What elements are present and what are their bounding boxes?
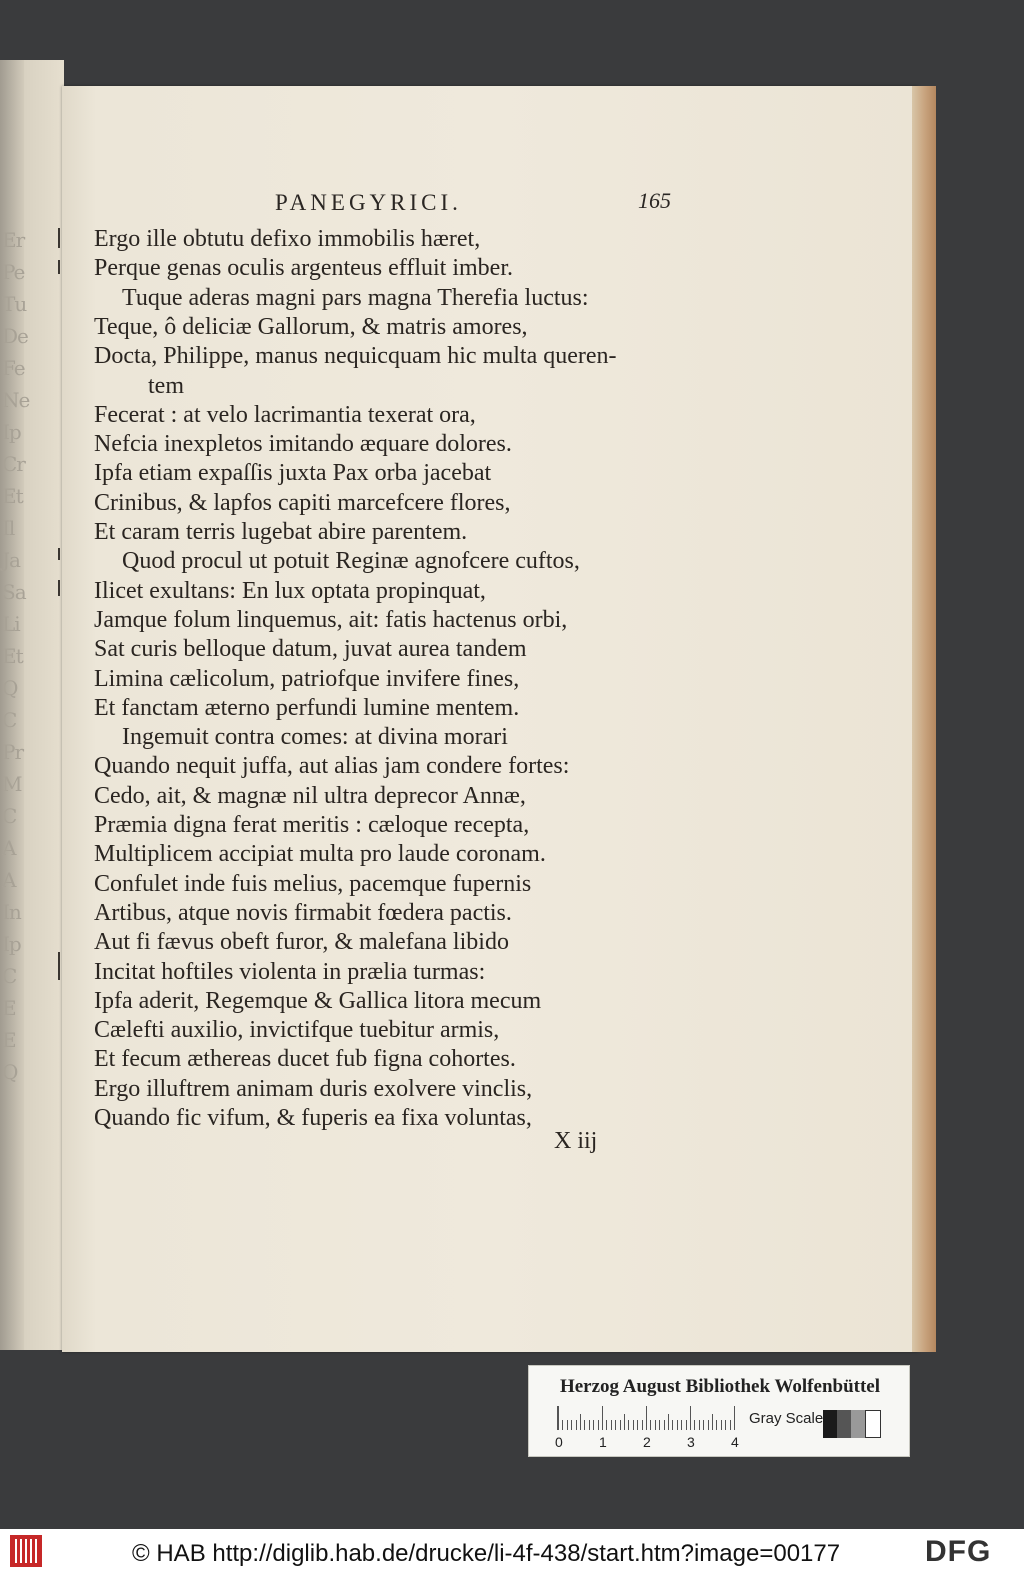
institution-name: Herzog August Bibliothek Wolfenbüttel <box>559 1376 881 1397</box>
bleed-glyph: Er <box>2 228 25 252</box>
bleed-glyph: A <box>2 868 16 892</box>
left-page-shadow <box>0 60 27 1350</box>
ruler-tick <box>681 1420 682 1430</box>
ruler-tick <box>637 1420 638 1430</box>
bleed-glyph: Il <box>2 516 15 540</box>
ruler-tick <box>725 1420 726 1430</box>
ruler-tick <box>716 1420 717 1430</box>
bleed-glyph: Fe <box>2 356 25 380</box>
poem-line: Ilicet exultans: En lux optata propinquat, <box>94 578 486 604</box>
bleed-glyph: Sa <box>2 580 26 604</box>
poem-line: Cedo, ait, & magnæ nil ultra deprecor Annæ, <box>94 783 526 809</box>
poem-line: Crinibus, & lapfos capiti marcefcere flores, <box>94 490 511 516</box>
ruler-tick <box>571 1420 572 1430</box>
poem-line: Multiplicem accipiat multa pro laude coronam. <box>94 841 546 867</box>
margin-mark <box>58 228 60 248</box>
poem-line: Nefcia inexpletos imitando æquare dolores. <box>94 431 512 457</box>
poem-line: Ergo ille obtutu defixo immobilis hæret, <box>94 226 481 252</box>
bleed-glyph: C <box>2 708 17 732</box>
ruler-tick <box>576 1420 577 1430</box>
ruler-tick <box>562 1420 563 1430</box>
page-fore-edge <box>912 86 936 1352</box>
poem-line: Aut fi fævus obeft furor, & malefana libido <box>94 929 509 955</box>
ruler-number: 1 <box>599 1434 607 1450</box>
poem-line: tem <box>148 373 184 399</box>
signature-mark: X iij <box>554 1128 598 1154</box>
poem-line: Et fecum æthereas ducet fub figna cohortes. <box>94 1046 516 1072</box>
dfg-logo: DFG <box>925 1535 992 1568</box>
bleed-glyph: Q <box>2 676 18 700</box>
ruler-tick <box>593 1420 594 1430</box>
bleed-glyph: E <box>2 1028 16 1052</box>
bleed-glyph: Et <box>2 484 23 508</box>
poem-line: Fecerat : at velo lacrimantia texerat ora, <box>94 402 476 428</box>
poem-line: Confulet inde fuis melius, pacemque fupernis <box>94 871 532 897</box>
poem-line: Perque genas oculis argenteus effluit imber. <box>94 255 514 281</box>
ruler-number: 4 <box>731 1434 739 1450</box>
poem-line: Et fanctam æterno perfundi lumine mentem. <box>94 695 520 721</box>
ruler-tick <box>567 1420 568 1430</box>
poem-line: Ergo illuftrem animam duris exolvere vinclis, <box>94 1076 533 1102</box>
ruler-number: 0 <box>555 1434 563 1450</box>
poem-line: Incitat hoftiles violenta in prælia turmas: <box>94 959 486 985</box>
ruler-tick <box>584 1420 585 1430</box>
poem-line: Quod procul ut potuit Reginæ agnofcere cuftos, <box>122 548 580 574</box>
bleed-glyph: C <box>2 964 17 988</box>
bleed-glyph: Tu <box>2 292 27 316</box>
bleed-glyph: De <box>2 324 28 348</box>
gray-swatch-mid <box>851 1410 865 1438</box>
margin-mark <box>58 580 60 596</box>
ruler-tick <box>677 1420 678 1430</box>
ruler-tick <box>611 1420 612 1430</box>
ruler-tick <box>615 1420 616 1430</box>
poem-line: Limina cælicolum, patriofque invifere fines, <box>94 666 520 692</box>
bleed-glyph: Pe <box>2 260 25 284</box>
poem-line: Tuque aderas magni pars magna Therefia luctus: <box>122 285 589 311</box>
gray-swatch-white <box>865 1410 881 1438</box>
ruler-tick <box>668 1414 669 1430</box>
ruler-tick <box>730 1420 731 1430</box>
ruler-tick <box>558 1406 559 1430</box>
bleed-glyph: C <box>2 804 17 828</box>
bleed-glyph: Ne <box>2 388 30 412</box>
poem-line: Quando nequit juffa, aut alias jam condere fortes: <box>94 753 570 779</box>
ruler-tick <box>686 1420 687 1430</box>
ruler-tick <box>659 1420 660 1430</box>
footer-bar <box>0 1529 1024 1577</box>
margin-mark <box>58 260 60 274</box>
poem-line: Artibus, atque novis firmabit fœdera pactis. <box>94 900 512 926</box>
poem-line: Cælefti auxilio, invictifque tuebitur armis, <box>94 1017 500 1043</box>
bleed-glyph: M <box>2 772 22 796</box>
bleed-glyph: A <box>2 836 16 860</box>
ruler-tick <box>712 1414 713 1430</box>
ruler-tick <box>633 1420 634 1430</box>
bleed-glyph: E <box>2 996 16 1020</box>
poem-line: Sat curis belloque datum, juvat aurea tandem <box>94 636 527 662</box>
library-label <box>528 1365 910 1457</box>
gray-swatch-dark <box>837 1410 851 1438</box>
poem-line: Ipfa aderit, Regemque & Gallica litora mecum <box>94 988 542 1014</box>
poem-line: Quando fic vifum, & fuperis ea fixa voluntas, <box>94 1105 532 1131</box>
ruler-number: 3 <box>687 1434 695 1450</box>
bleed-glyph: Li <box>2 612 20 636</box>
ruler-number: 2 <box>643 1434 651 1450</box>
margin-mark <box>58 952 60 980</box>
margin-mark <box>58 548 60 560</box>
scale-ruler <box>557 1406 742 1430</box>
ruler-tick <box>708 1420 709 1430</box>
poem-line: Præmia digna ferat meritis : cæloque recepta, <box>94 812 530 838</box>
ruler-tick <box>721 1420 722 1430</box>
poem-line: Teque, ô deliciæ Gallorum, & matris amores, <box>94 314 528 340</box>
ruler-tick <box>734 1406 735 1430</box>
ruler-tick <box>672 1420 673 1430</box>
ruler-tick <box>664 1420 665 1430</box>
footer-credit-link[interactable]: © HAB http://diglib.hab.de/drucke/li-4f-438/start.htm?image=00177 <box>132 1540 841 1567</box>
poem-line: Docta, Philippe, manus nequicquam hic multa queren- <box>94 343 617 369</box>
ruler-tick <box>606 1420 607 1430</box>
ruler-tick <box>620 1420 621 1430</box>
gray-swatch-black <box>823 1410 837 1438</box>
ruler-tick <box>598 1420 599 1430</box>
ruler-tick <box>624 1414 625 1430</box>
bleed-glyph: Cr <box>2 452 25 476</box>
ruler-tick <box>602 1406 603 1430</box>
poem-line: Et caram terris lugebat abire parentem. <box>94 519 468 545</box>
bleed-glyph: Ip <box>2 420 21 444</box>
ruler-tick <box>699 1420 700 1430</box>
poem-line: Ipfa etiam expaſſis juxta Pax orba jacebat <box>94 460 492 486</box>
ruler-tick <box>580 1414 581 1430</box>
ruler-tick <box>589 1420 590 1430</box>
gray-scale-label: Gray Scale <box>749 1410 824 1427</box>
bleed-glyph: Et <box>2 644 23 668</box>
ruler-tick <box>650 1420 651 1430</box>
ruler-tick <box>694 1420 695 1430</box>
ruler-tick <box>642 1420 643 1430</box>
hab-logo-icon <box>10 1535 42 1567</box>
bleed-glyph: Q <box>2 1060 18 1084</box>
ruler-tick <box>646 1406 647 1430</box>
ruler-tick <box>690 1406 691 1430</box>
ruler-tick <box>628 1420 629 1430</box>
poem-line: Jamque folum linquemus, ait: fatis hactenus orbi, <box>94 607 568 633</box>
ruler-tick <box>703 1420 704 1430</box>
running-header: PANEGYRICI. <box>275 190 462 215</box>
bleed-glyph: Ja <box>2 548 20 572</box>
page-number: 165 <box>638 188 671 213</box>
bleed-glyph: In <box>2 900 21 924</box>
bleed-glyph: Pr <box>2 740 24 764</box>
ruler-tick <box>655 1420 656 1430</box>
poem-line: Ingemuit contra comes: at divina morari <box>122 724 508 750</box>
bleed-glyph: Ip <box>2 932 21 956</box>
